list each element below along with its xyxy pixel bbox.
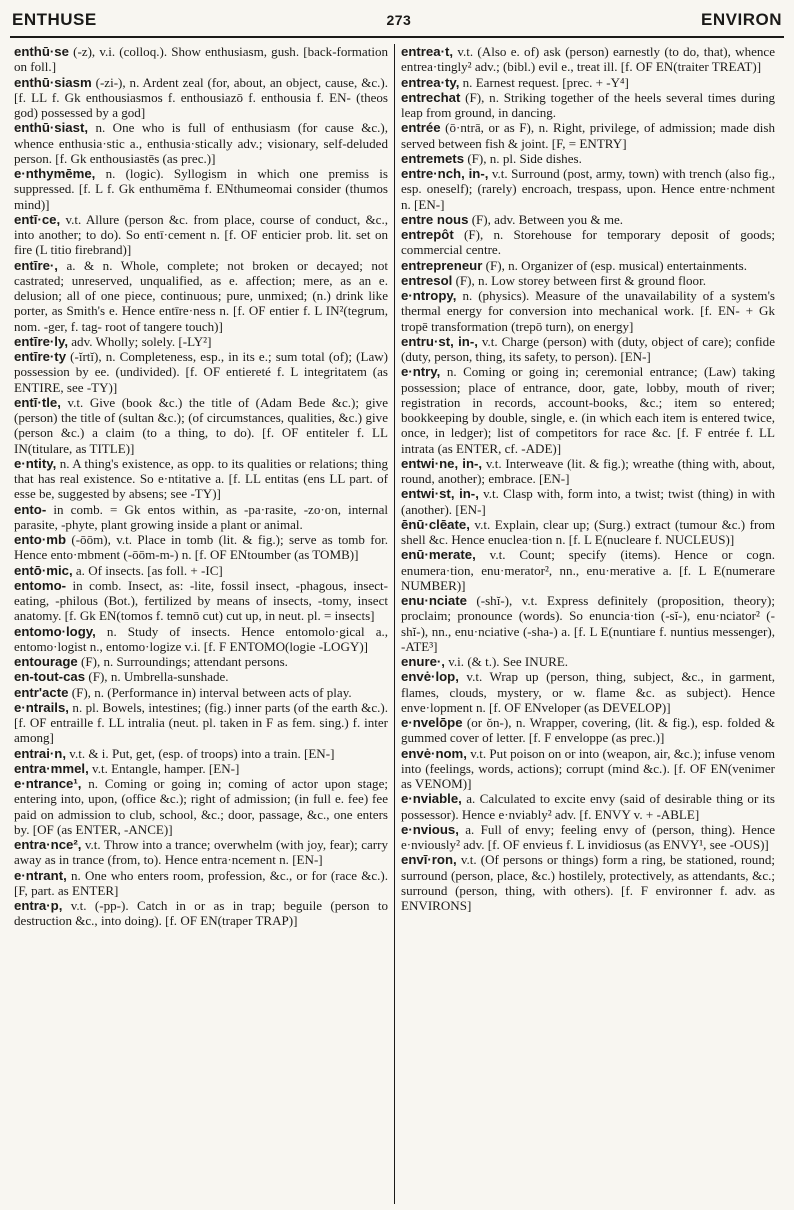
- dictionary-entry: [14, 563, 388, 578]
- dictionary-entry: [401, 151, 775, 166]
- entry-headword: entrée: [401, 120, 441, 136]
- entry-headword: e·ntry,: [401, 364, 441, 380]
- dictionary-entry: [14, 685, 388, 700]
- entry-definition: n. A thing's existence, as opp. to its qualities or relations; thing that has real existence. So e·ntitative a. [f. LL entitas (ens LL part. of esse be, suggested by absens; see -TY)]: [14, 455, 389, 502]
- entry-headword: ento-: [14, 501, 47, 517]
- entry-headword: envī·ron,: [401, 852, 457, 868]
- entry-headword: e·ntity,: [14, 455, 57, 471]
- dictionary-entry: [14, 349, 388, 395]
- entry-headword: entīre·ly,: [14, 333, 68, 349]
- entry-headword: enū·merate,: [401, 547, 476, 563]
- entry-definition: (F), n. Organizer of (esp. musical) entertainments.: [485, 257, 747, 273]
- entry-definition: n. One who enters room, profession, &c., or for (race &c.). [F, part. as ENTER]: [14, 867, 389, 898]
- dictionary-entry: [14, 700, 388, 746]
- dictionary-entry: [401, 822, 775, 853]
- entry-definition: v.t. Interweave (lit. & fig.); wreathe (thing with, about, round, another); embrace. [EN-]: [401, 455, 776, 486]
- dictionary-entry: [14, 212, 388, 258]
- dictionary-entry: [401, 715, 775, 746]
- dictionary-entry: [401, 486, 775, 517]
- dictionary-entry: [401, 334, 775, 365]
- entry-definition: (-ōōm), v.t. Place in tomb (lit. & fig.); serve as tomb for. Hence ento·mbment (-ōōm-m-) n. [f. OF ENtoumber (as TOMB)]: [14, 532, 388, 563]
- column-divider: [394, 44, 395, 1204]
- dictionary-entry: [14, 654, 388, 669]
- dictionary-entry: [401, 547, 775, 593]
- entry-definition: (or ŏn-), n. Wrapper, covering, (lit. & fig.), esp. folded & gummed cover of letter. [f. F enveloppe (as prec.)]: [401, 715, 776, 746]
- entry-definition: a. Of insects. [as foll. + -IC]: [75, 562, 223, 578]
- entry-headword: e·nvelōpe: [401, 715, 463, 730]
- entry-definition: v.t. Surround (post, army, town) with trench (also fig., esp. oneself); (rarely) encroach, trespass, upon. Hence entre·nchment n. [EN-]: [401, 166, 775, 212]
- dictionary-entry: [14, 334, 388, 349]
- entry-headword: entomo-: [14, 577, 67, 593]
- entry-definition: (F), n. pl. Side dishes.: [467, 150, 582, 166]
- entry-definition: n. pl. Bowels, intestines; (fig.) inner parts (of the earth &c.). [f. OF entraille f. LL intralia (neut. pl. taken in F as fem. sing.) f. inter among]: [14, 699, 388, 746]
- entry-headword: entrea·ty,: [401, 74, 460, 90]
- entry-definition: n. (logic). Syllogism in which one premiss is suppressed. [f. L f. Gk enthumēma f. ENthumeomai consider (thumos mind)]: [14, 166, 388, 212]
- entry-definition: v.t. & i. Put, get, (esp. of troops) into a train. [EN-]: [69, 745, 335, 761]
- dictionary-entry: [401, 669, 775, 715]
- dictionary-entry: [401, 227, 775, 258]
- entry-headword: ento·mb: [14, 532, 67, 547]
- dictionary-entry: [401, 166, 775, 212]
- dictionary-entry: [14, 258, 388, 334]
- dictionary-entry: [401, 273, 775, 288]
- entry-definition: v.t. (-pp-). Catch in or as in trap; beguile (person to destruction &c., into doing). [f. OF EN(traper TRAP)]: [14, 898, 388, 929]
- entry-headword: entrea·t,: [401, 44, 454, 59]
- entry-headword: enthū·se: [14, 44, 69, 59]
- entry-headword: entomo·logy,: [14, 623, 96, 639]
- entry-definition: n. Study of insects. Hence entomolo·gical a., entomo·logist n., entomo·logize v.i. [f. F ENTOMO(logie -LOGY)]: [14, 623, 389, 654]
- page-number: 273: [386, 12, 412, 28]
- entry-definition: n. One who is full of enthusiasm (for cause &c.), whence enthusia·stic a., enthusia·stically adv.; visionary, self-deluded person. [f. Gk enthousiastēs (as prec.)]: [14, 120, 389, 166]
- dictionary-entry: [14, 456, 388, 502]
- entry-headword: ēnū·clēate,: [401, 516, 470, 532]
- entry-headword: enure·,: [401, 654, 445, 669]
- two-column-body: [10, 44, 784, 1204]
- entry-headword: entre·nch, in-,: [401, 166, 489, 181]
- entry-definition: (F), n. Surroundings; attendant persons.: [81, 654, 288, 669]
- dictionary-entry: [14, 761, 388, 776]
- header-right-guide-word: ENVIRON: [701, 10, 782, 29]
- entry-definition: (-zi-), n. Ardent zeal (for, about, an object, cause, &c.). [f. LL f. Gk enthousiasmos f. enthousiazō f. enthousia f. EN- (theos god) possessed by a god]: [14, 74, 389, 120]
- dictionary-entry: [401, 75, 775, 90]
- entry-definition: n. (physics). Measure of the unavailability of a system's thermal energy for conversion into mechanical work. [f. EN- + Gk tropē transformation (trepō turn), on energy]: [401, 288, 776, 334]
- entry-headword: entwi·st, in-,: [401, 486, 479, 502]
- entry-headword: entre nous: [401, 211, 469, 227]
- dictionary-entry: [14, 166, 388, 212]
- entry-headword: entra·mmel,: [14, 760, 89, 776]
- entry-definition: (F), n. Umbrella-sunshade.: [88, 669, 229, 685]
- dictionary-entry: [401, 258, 775, 273]
- entry-headword: entremets: [401, 150, 465, 166]
- entry-definition: (F), n. Striking together of the heels several times during leap from ground, in dancing.: [401, 89, 775, 120]
- entry-definition: (ō·ntrā, or as F), n. Right, privilege, of admission; made dish served between fish & joint. [F, = ENTRY]: [401, 120, 776, 151]
- entry-definition: (-ĭrtĭ), n. Completeness, esp., in its e.; sum total (of); (Law) possession by ee. (undivided). [f. OF entiereté f. L integritatem (as ENTIRE, see -TY)]: [14, 349, 389, 395]
- entry-headword: envė·nom,: [401, 745, 467, 761]
- dictionary-entry: [401, 852, 775, 913]
- dictionary-entry: [401, 746, 775, 792]
- entry-definition: v.t. Allure (person &c. from place, course of conduct, &c., into another; to do). So entī·cement n. [f. OF enticier prob. lit. set on fire (L titio firebrand)]: [14, 211, 388, 258]
- dictionary-entry: [14, 532, 388, 563]
- entry-headword: entīre·ty: [14, 349, 67, 364]
- entry-definition: in comb. Insect, as: -lite, fossil insect, -phagous, insect-eating, -philous (Bot.), fertilized by means of insects, -tomy, insect anatomy. [f. Gk EN(tomos f. temnō cut) cut up, in neut. pl. = insects]: [14, 577, 388, 624]
- entry-definition: (F), n. Storehouse for temporary deposit of goods; commercial centre.: [401, 227, 775, 258]
- entry-headword: e·nvious,: [401, 821, 459, 837]
- dictionary-entry: [14, 502, 388, 533]
- entry-headword: e·nviable,: [401, 791, 462, 807]
- dictionary-entry: [14, 44, 388, 75]
- entry-definition: v.t. Entangle, hamper. [EN-]: [92, 760, 240, 776]
- entry-headword: entru·st, in-,: [401, 333, 478, 349]
- entry-definition: (F), n. (Performance in) interval between acts of play.: [71, 684, 352, 700]
- entry-headword: entresol: [401, 272, 453, 288]
- entry-headword: enthū·siast,: [14, 120, 89, 136]
- entry-headword: entrechat: [401, 89, 461, 105]
- dictionary-entry: [14, 120, 388, 166]
- dictionary-entry: [14, 395, 388, 456]
- entry-definition: n. Coming or going in; ceremonial entrance; (Law) taking possession; place of entrance, door, gate, lobby, mouth of river; registration in records, account-books, &c.; item so entered; bookkeeping by double, single, e. (in which each item is entered twice, once, in ledger); list of competitors for race &c. [f. F entrée f. LL intrata (as ENTER, cf. -ADE)]: [401, 364, 776, 456]
- entry-definition: v.t. Charge (person) with (duty, object of care); confide (duty, person, thing, its safety, to person). [EN-]: [401, 333, 775, 364]
- entry-definition: adv. Wholly; solely. [-LY²]: [71, 333, 212, 349]
- entry-definition: (F), adv. Between you & me.: [471, 211, 624, 227]
- entry-definition: (-z), v.i. (colloq.). Show enthusiasm, gush. [back-formation on foll.]: [14, 44, 388, 75]
- entry-definition: v.t. Clasp with, form into, a twist; twist (thing) in with (another). [EN-]: [401, 486, 775, 517]
- entry-definition: n. Earnest request. [prec. + -Y⁴]: [462, 74, 629, 90]
- entry-headword: enthū·siasm: [14, 74, 92, 90]
- left-column: [10, 44, 392, 1204]
- entry-headword: entra·nce²,: [14, 837, 82, 852]
- dictionary-entry: [401, 364, 775, 456]
- entry-headword: entrai·n,: [14, 745, 67, 761]
- entry-definition: v.t. Count; specify (items). Hence or cogn. enumera·tion, enu·merator², nn., enu·merative a. [f. L E(numerare NUMBER)]: [401, 547, 775, 593]
- dictionary-entry: [401, 120, 775, 151]
- entry-definition: v.t. (Of persons or things) form a ring, be stationed, round; surround (person, place, &c.) hostilely, protectively, as attendants, &c.; surround (person, thing, with others). [f. F environner f. adv. as ENVIRONS]: [401, 852, 776, 913]
- entry-headword: enu·nciate: [401, 593, 467, 608]
- entry-headword: entīre·,: [14, 257, 58, 273]
- dictionary-entry: [14, 669, 388, 684]
- entry-headword: entrepreneur: [401, 257, 483, 273]
- entry-headword: entourage: [14, 654, 78, 669]
- dictionary-entry: [401, 44, 775, 75]
- dictionary-entry: [14, 75, 388, 121]
- entry-headword: entr'acte: [14, 684, 69, 700]
- dictionary-entry: [401, 212, 775, 227]
- dictionary-entry: [401, 456, 775, 487]
- dictionary-entry: [401, 791, 775, 822]
- right-column: [397, 44, 779, 1204]
- entry-definition: a. Calculated to excite envy (said of desirable thing or its possessor). Hence e·nviably² adv. [f. ENVY v. + -ABLE]: [401, 791, 776, 822]
- dictionary-entry: [14, 898, 388, 929]
- entry-definition: (-shĭ-), v.t. Express definitely (proposition, theory); proclaim; pronounce (words). So enuncia·tion (-sĭ-), enu·nciator² (-shĭ-), nn., enu·nciative (-sha-) a. [f. L E(nuntiare f. nuntius messenger), -ATE³]: [401, 593, 775, 654]
- dictionary-entry: [14, 776, 388, 837]
- entry-headword: entī·tle,: [14, 394, 61, 410]
- running-header: [10, 10, 784, 32]
- entry-headword: entrepôt: [401, 227, 454, 242]
- dictionary-entry: [14, 578, 388, 624]
- dictionary-entry: [14, 868, 388, 899]
- entry-headword: entō·mic,: [14, 562, 73, 578]
- entry-headword: e·ntrant,: [14, 867, 67, 883]
- entry-definition: v.t. Throw into a trance; overwhelm (with joy, fear); carry away as in trance (from, to). Hence entra·ncement n. [EN-]: [14, 837, 388, 868]
- entry-definition: in comb. = Gk entos within, as -pa·rasite, -zo·on, internal parasite, -phyte, plant growing inside a plant or animal.: [14, 501, 388, 532]
- entry-definition: (F), n. Low storey between first & ground floor.: [455, 272, 706, 288]
- entry-definition: n. Coming or going in; coming of actor upon stage; entering into, upon, (office &c.); right of admission; (in full e. fee) fee paid on admission to club, school, &c.; door, passage, &c., one enters by. [OF (as ENTER, -ANCE)]: [14, 776, 388, 837]
- entry-headword: e·nthymēme,: [14, 166, 96, 181]
- dictionary-entry: [401, 654, 775, 669]
- dictionary-entry: [401, 288, 775, 334]
- entry-definition: v.t. (Also e. of) ask (person) earnestly (to do, that), whence entrea·tingly² adv.; (bibl.) evil e., treat ill. [f. OF EN(traiter TREAT)]: [401, 44, 776, 75]
- dictionary-entry: [401, 517, 775, 548]
- dictionary-entry: [14, 746, 388, 761]
- entry-headword: e·ntrails,: [14, 699, 69, 715]
- entry-definition: v.t. Put poison on or into (weapon, air, &c.); infuse venom into (feelings, words, actions); corrupt (mind &c.). [f. OF EN(venimer as VENOM)]: [401, 745, 775, 791]
- header-left-guide-word: ENTHUSE: [12, 10, 97, 29]
- entry-definition: v.t. Give (book &c.) the title of (Adam Bede &c.); give (person) the title of (sultan &c.); (of circumstances, qualities, &c.) give (person &c.) a claim (to a thing, to do). [f. OF entiteler f. LL IN(titulare, as TITLE)]: [14, 394, 388, 456]
- entry-headword: envė·lop,: [401, 669, 459, 685]
- header-rule: [10, 36, 784, 38]
- dictionary-entry: [401, 593, 775, 654]
- entry-headword: en-tout-cas: [14, 669, 86, 685]
- entry-definition: a. & n. Whole, complete; not broken or decayed; not castrated; unreserved, unqualified, as e. affection; mere, as an e. delusion; all of one piece, continuous; pure, unmixed; (n.) drink like porter, as Smith's e. Hence entīre·ness n. [f. OF entier f. L IN²(tegrum, nom. -ger, f. tag- root of tangere touch)]: [14, 257, 388, 334]
- dictionary-entry: [14, 837, 388, 868]
- entry-definition: v.t. Explain, clear up; (Surg.) extract (tumour &c.) from shell &c. Hence enuclea·tion n. [f. L E(nucleare f. NUCLEUS)]: [401, 516, 775, 547]
- entry-headword: e·ntropy,: [401, 288, 457, 303]
- entry-definition: a. Full of envy; feeling envy of (person, thing). Hence e·nviously² adv. [f. OF envieus f. L invidiosus (as ENVY¹, see -OUS)]: [401, 821, 775, 852]
- entry-headword: entwi·ne, in-,: [401, 455, 483, 471]
- entry-headword: entra·p,: [14, 898, 63, 913]
- entry-headword: e·ntrance¹,: [14, 776, 82, 791]
- dictionary-entry: [14, 624, 388, 655]
- entry-headword: entī·ce,: [14, 211, 61, 227]
- entry-definition: v.t. Wrap up (person, thing, subject, &c., in garment, flames, clouds, mystery, or w. flame &c. as subject). Hence enve·lopment n. [f. OF ENveloper (as DEVELOP)]: [401, 669, 775, 715]
- entry-definition: v.i. (& t.). See INURE.: [448, 654, 569, 669]
- dictionary-entry: [401, 90, 775, 121]
